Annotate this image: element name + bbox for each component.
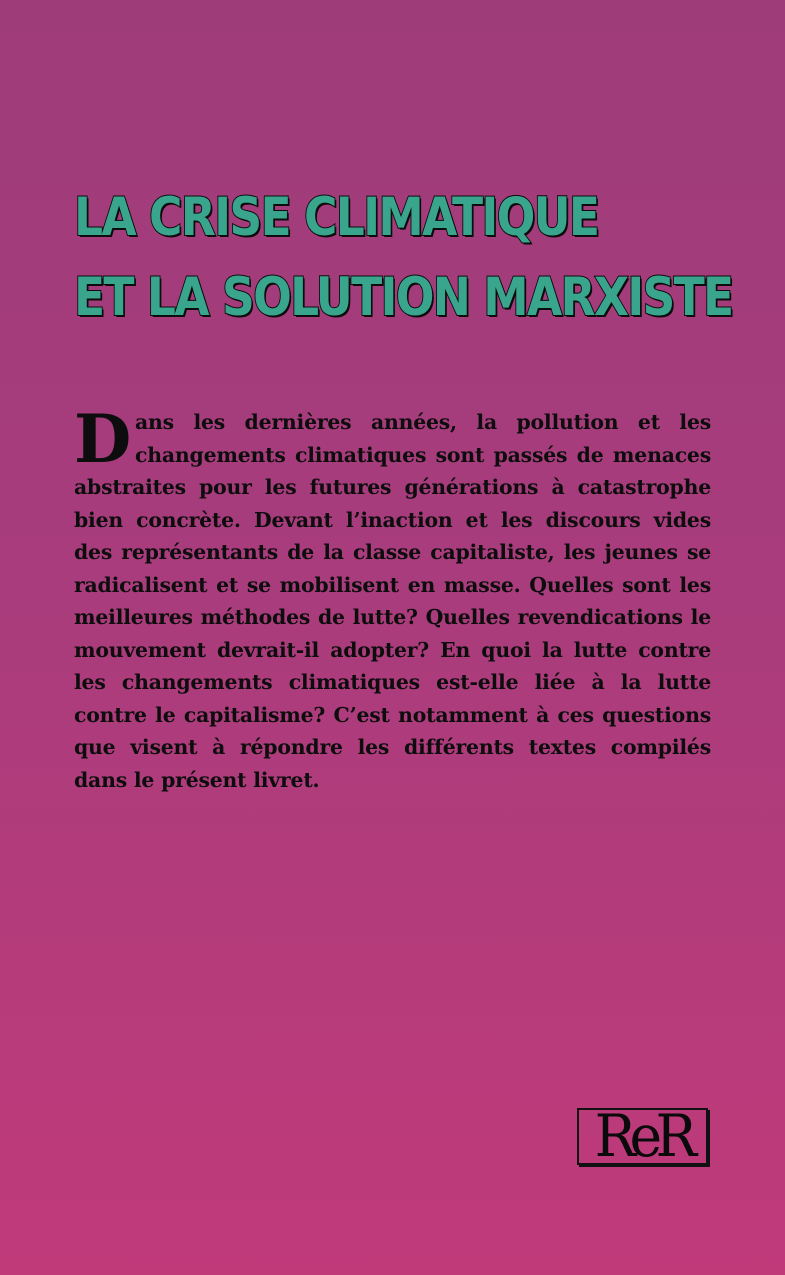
- blurb-text: ans les dernières années, la pollution et les changements climatiques sont passés de menaces abstraites pour les futures générations à catastrophe bien concrète. Devant l’inaction et les discours vides des représentants de la classe capitaliste, les jeunes se radicalisent et se mobilisent en masse. Quelles sont les meilleures méthodes de lutte? Quelles revendications le mouvement devrait-il adopter? En quoi la lutte contre les changements climatiques est-elle liée à la lutte contre le capitalisme? C’est notamment à ces questions que visent à répondre les différents textes compilés dans le présent livret.: [74, 410, 711, 792]
- cover-title: [74, 178, 733, 338]
- publisher-logo-text: ReR: [594, 1108, 691, 1165]
- publisher-logo: [577, 1108, 708, 1165]
- blurb-paragraph: [74, 400, 711, 796]
- title-line-1: LA CRISE CLIMATIQUE: [74, 187, 599, 248]
- drop-cap: D: [74, 400, 132, 478]
- title-line-2: ET LA SOLUTION MARXISTE: [74, 267, 733, 328]
